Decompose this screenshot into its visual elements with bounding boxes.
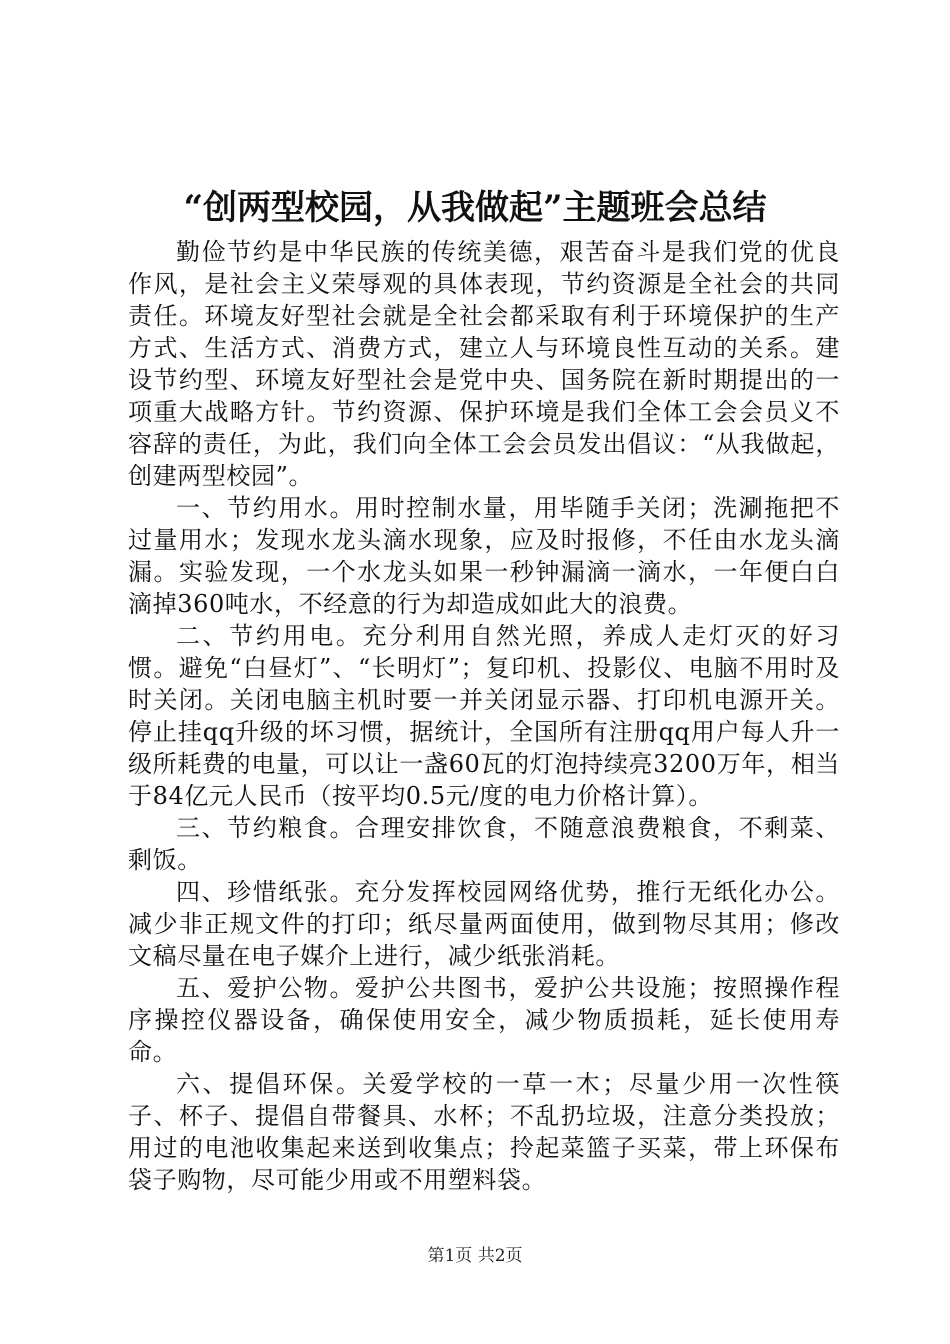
document-title: “创两型校园，从我做起”主题班会总结 — [183, 188, 767, 228]
paragraph-protect-property: 五、爱护公物。爱护公共图书，爱护公共设施；按照操作程序操控仪器设备，确保使用安全，减少物质损耗，延长使用寿命。 — [128, 974, 840, 1066]
page-footer: 第1页 共2页 — [427, 1246, 523, 1266]
paragraph-save-electricity: 二、节约用电。充分利用自然光照，养成人走灯灭的好习惯。避免“白昼灯”、“长明灯”；复印机、投影仪、电脑不用时及时关闭。关闭电脑主机时要一并关闭显示器、打印机电源开关。停止挂qq升级的坏习惯，据统计，全国所有注册qq用户每人升一级所耗费的电量，可以让一盏60瓦的灯泡持续亮3200万年，相当于84亿元人民币（按平均0.5元/度的电力价格计算）。 — [128, 622, 840, 810]
paragraph-save-water: 一、节约用水。用时控制水量，用毕随手关闭；洗涮拖把不过量用水；发现水龙头滴水现象，应及时报修，不任由水龙头滴漏。实验发现，一个水龙头如果一秒钟漏滴一滴水，一年便白白滴掉360吨水，不经意的行为却造成如此大的浪费。 — [128, 494, 840, 618]
paragraph-save-paper: 四、珍惜纸张。充分发挥校园网络优势，推行无纸化办公。减少非正规文件的打印；纸尽量两面使用，做到物尽其用；修改文稿尽量在电子媒介上进行，减少纸张消耗。 — [128, 878, 840, 970]
paragraph-save-food: 三、节约粮食。合理安排饮食，不随意浪费粮食，不剩菜、剩饭。 — [128, 814, 840, 874]
document-body — [128, 236, 840, 1196]
paragraph-environment: 六、提倡环保。关爱学校的一草一木；尽量少用一次性筷子、杯子、提倡自带餐具、水杯；不乱扔垃圾，注意分类投放；用过的电池收集起来送到收集点；拎起菜篮子买菜，带上环保布袋子购物，尽可能少用或不用塑料袋。 — [128, 1070, 840, 1194]
paragraph-intro: 勤俭节约是中华民族的传统美德，艰苦奋斗是我们党的优良作风，是社会主义荣辱观的具体表现，节约资源是全社会的共同责任。环境友好型社会就是全社会都采取有利于环境保护的生产方式、生活方式、消费方式，建立人与环境良性互动的关系。建设节约型、环境友好型社会是党中央、国务院在新时期提出的一项重大战略方针。节约资源、保护环境是我们全体工会会员义不容辞的责任，为此，我们向全体工会会员发出倡议：“从我做起，创建两型校园”。 — [128, 238, 840, 490]
